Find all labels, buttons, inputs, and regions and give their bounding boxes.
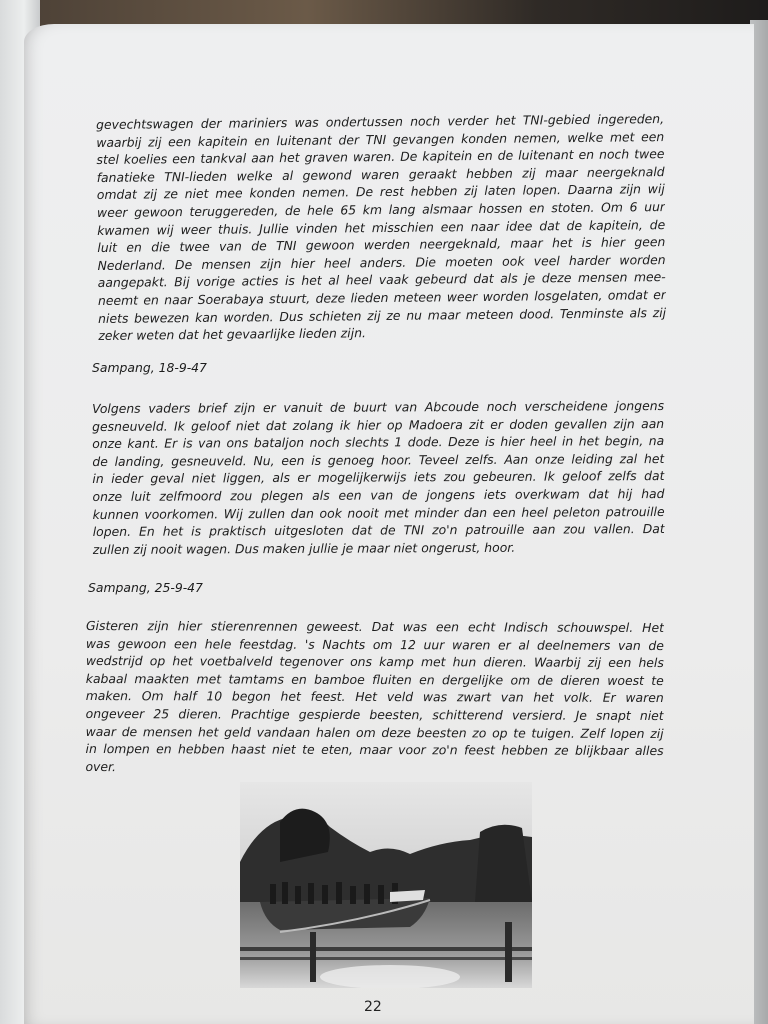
text-line: stel koelies een tankval aan het graven waren. De kapitein en de luitenant en noch twee [96, 146, 665, 168]
page-number: 22 [364, 999, 382, 1015]
text-line: in ieder geval niet liggen, als er mogelijkerwijs iets zou gebeuren. Ik geloof zelfs dat [92, 468, 665, 487]
text-line: onze luit zelfmoord zou plegen als een van de jongens iets overkwam dat hij had [92, 485, 665, 504]
text-line: Volgens vaders brief zijn er vanuit de buurt van Abcoude noch verscheidene jongens [92, 398, 665, 416]
text-line: over. [85, 758, 116, 774]
text-line: zullen zij nooit wagen. Dus maken jullie je maar niet ongerust, hoor. [92, 539, 516, 557]
paragraph-2 [92, 397, 665, 558]
text-line: wedstrijd op het voetbalveld tegenover ons kamp met hun dieren. Waarbij zij een hels [85, 653, 664, 671]
text-line: luit en die twee van de TNI gewoon werden neergeknald, maar het is hier geen [97, 234, 666, 256]
text-line: omdat zij ze niet mee konden nemen. De rest hebben zij laten lopen. Daarna zijn wij [96, 181, 665, 203]
text-line: gesneuveld. Ik geloof niet dat zolang ik hier op Madoera zit er doden gevallen zijn aan [92, 415, 665, 434]
text-line: maken. Om half 10 begon het feest. Het veld was zwart van het volk. Er waren [85, 688, 664, 706]
text-line: Nederland. De mensen zijn hier heel anders. Die moeten ook veel harder worden [97, 251, 666, 273]
text-line: kwamen wij weer thuis. Jullie vinden het misschien een naar idee dat de kapitein, de [97, 216, 666, 238]
boat-photograph [240, 782, 532, 988]
text-line: zeker weten dat het gevaarlijke lieden zijn. [98, 325, 367, 344]
text-line: lopen. En het is praktisch uitgesloten dat de TNI zo'n patrouille aan zou vallen. Dat [92, 521, 665, 540]
text-line: Gisteren zijn hier stierenrennen geweest. Dat was een echt Indisch schouwspel. Het [85, 618, 664, 636]
paragraph-1 [96, 110, 666, 345]
text-line: kabaal maakten met tamtams en bamboe fluiten en dergelijke om de dieren woest te [85, 670, 664, 688]
text-line: niets bewezen kan worden. Dus schieten zij ze nu maar meteen dood. Tenminste als zij [98, 304, 667, 326]
text-line: was gewoon een hele feestdag. 's Nachts om 12 uur waren er al deelnemers van de [85, 635, 664, 653]
date-heading-1: Sampang, 18-9-47 [92, 360, 207, 375]
text-line: fanatieke TNI-lieden welke al gewond waren geraakt hebben zij maar neergeknald [96, 163, 665, 185]
text-line: in lompen en hebben haast niet te eten, maar voor zo'n feest hebben ze blijkbaar alles [85, 741, 664, 759]
text-line: onze kant. Er is van ons bataljon noch slechts 1 dode. Deze is hier heel in het begin, na [92, 433, 665, 452]
text-line: de landing, gesneuveld. Nu, een is genoeg hoor. Teveel zelfs. Aan onze leiding zal het [92, 450, 665, 469]
text-line: waar de mensen het geld vandaan halen om deze beesten zo op te tuigen. Zelf lopen zij [85, 723, 664, 741]
boat-photo-illustration [240, 782, 532, 988]
paragraph-3 [85, 617, 664, 777]
text-line: weer gewoon teruggereden, de hele 65 km lang alsmaar hossen en stoten. Om 6 uur [96, 199, 666, 220]
text-line: ongeveer 25 dieren. Prachtige gespierde beesten, schitterend versierd. Je snapt niet [85, 705, 664, 723]
text-line: waarbij zij een kapitein en luitenant der TNI gevangen konden nemen, welke met een [96, 128, 665, 150]
date-heading-2: Sampang, 25-9-47 [88, 580, 203, 595]
text-line: aangepakt. Bij vorige acties is het al heel vaak gebeurd dat als je deze mensen mee- [97, 269, 666, 291]
text-line: gevechtswagen der mariniers was ondertussen noch verder het TNI-gebied ingereden, [96, 111, 665, 132]
text-line: neemt en naar Soerabaya stuurt, deze lieden meteen weer worden losgelaten, omdat er [97, 286, 666, 308]
text-line: kunnen voorkomen. Wij zullen dan ook nooit met minder dan een heel peleton patrouille [92, 503, 665, 522]
